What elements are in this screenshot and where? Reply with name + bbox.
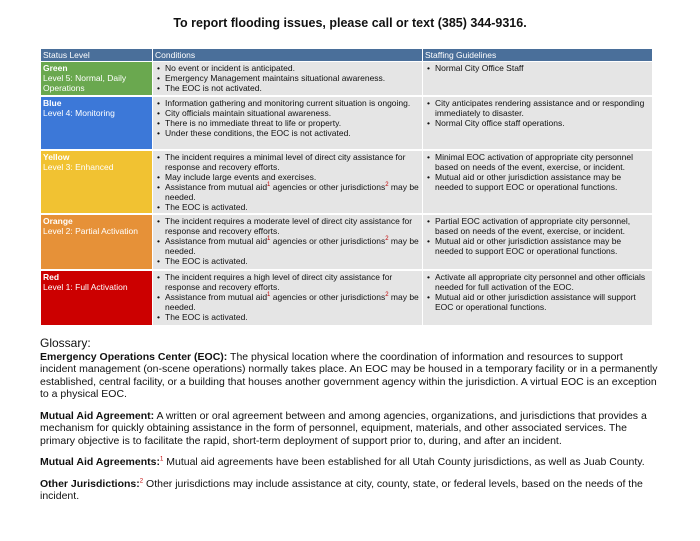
conditions-cell [153, 270, 423, 326]
condition-item: • May include large events and exercises. [165, 172, 420, 182]
staffing-list [425, 152, 650, 192]
glossary-definition: A written or oral agreement between and among agencies, organizations, and jurisdictions that provides a mechanism for quickly obtaining assistance in the form of personnel, equipment, materials, and other associated services. The primary objective is to facilitate the rapid, short-term deployment of support prior to, during, and after an incident. [40, 409, 647, 447]
status-row-red [41, 270, 653, 326]
status-row-blue [41, 96, 653, 150]
condition-item [165, 292, 420, 312]
condition-text: may be needed. [165, 235, 419, 256]
status-row-green [41, 62, 653, 96]
staffing-item: • Normal City Office Staff [435, 63, 650, 73]
status-color-name: Orange [43, 215, 73, 226]
condition-text: Assistance from mutual aid [165, 291, 268, 302]
status-level-cell [41, 270, 153, 326]
condition-text: Assistance from mutual aid [165, 235, 268, 246]
staffing-cell [423, 96, 653, 150]
glossary-section [40, 337, 660, 512]
status-color-name: Blue [43, 97, 62, 108]
staffing-list [425, 63, 650, 73]
header-staffing-guidelines: Staffing Guidelines [423, 49, 653, 62]
table-header-row [41, 49, 653, 62]
condition-text: agencies or other jurisdictions [270, 235, 386, 246]
footnote-1-marker: 1 [267, 291, 271, 298]
staffing-item: • Mutual aid or other jurisdiction assistance will support EOC or operational functions. [435, 292, 650, 312]
condition-item: • There is no immediate threat to life or property. [165, 118, 420, 128]
condition-text: agencies or other jurisdictions [270, 181, 386, 192]
condition-item: • Emergency Management maintains situational awareness. [165, 73, 420, 83]
condition-text: may be needed. [165, 181, 419, 202]
condition-item: • City officials maintain situational awareness. [165, 108, 420, 118]
footnote-1-marker: 1 [267, 181, 271, 188]
glossary-definition: Other jurisdictions may include assistance at city, county, state, or federal levels, based on the needs of the incident. [40, 477, 643, 502]
status-level-cell [41, 96, 153, 150]
glossary-items [40, 351, 660, 503]
footnote-marker: 1 [159, 456, 164, 463]
conditions-cell [153, 214, 423, 270]
condition-item: • Information gathering and monitoring current situation is ongoing. [165, 98, 420, 108]
staffing-cell [423, 62, 653, 96]
conditions-cell [153, 150, 423, 214]
staffing-item: • Mutual aid or other jurisdiction assistance may be needed to support EOC or operational functions. [435, 236, 650, 256]
glossary-definition: The physical location where the coordination of information and resources to support incident management (on-scene operations) normally takes place. An EOC may be housed in a temporary facility or in a permanently established, central facility, or a building that houses another government agency within the jurisdiction. A virtual EOC is an exception to a physical EOC. [40, 350, 658, 400]
condition-item: • The incident requires a moderate level of direct city assistance for response and recovery efforts. [165, 216, 420, 236]
status-level-text: Level 4: Monitoring [43, 107, 115, 118]
condition-item: • No event or incident is anticipated. [165, 63, 420, 73]
condition-item: • The incident requires a high level of direct city assistance for response and recovery efforts. [165, 272, 420, 292]
header-status-level: Status Level [41, 49, 153, 62]
glossary-item [40, 410, 660, 448]
staffing-item: • Mutual aid or other jurisdiction assistance may be needed to support EOC or operational functions. [435, 172, 650, 192]
status-level-text: Level 3: Enhanced [43, 161, 114, 172]
footnote-1-marker: 1 [267, 235, 271, 242]
condition-text: agencies or other jurisdictions [270, 291, 386, 302]
status-color-name: Yellow [43, 151, 70, 162]
status-color-name: Red [43, 271, 60, 282]
status-level-cell [41, 214, 153, 270]
conditions-list [155, 63, 420, 93]
staffing-list [425, 98, 650, 128]
staffing-cell [423, 150, 653, 214]
staffing-cell [423, 214, 653, 270]
glossary-term: Emergency Operations Center (EOC): [40, 350, 228, 363]
glossary-term: Mutual Aid Agreements: [40, 456, 160, 468]
condition-item: • The EOC is activated. [165, 202, 420, 212]
conditions-cell [153, 62, 423, 96]
condition-item [165, 236, 420, 256]
header-conditions: Conditions [153, 49, 423, 62]
staffing-item: • City anticipates rendering assistance and or responding immediately to disaster. [435, 98, 650, 118]
condition-text: may be needed. [165, 291, 419, 312]
flooding-report-headline: To report flooding issues, please call or text (385) 344-9316. [173, 16, 527, 30]
condition-item: • The incident requires a minimal level of direct city assistance for response and recovery efforts. [165, 152, 420, 172]
glossary-term: Other Jurisdictions: [40, 477, 140, 490]
staffing-item: • Minimal EOC activation of appropriate city personnel based on needs of the event, exercise, or incident. [435, 152, 650, 172]
status-level-cell [41, 62, 153, 96]
glossary-term: Mutual Aid Agreement: [40, 409, 155, 422]
condition-text: Assistance from mutual aid [165, 181, 268, 192]
status-row-orange [41, 214, 653, 270]
footnote-marker: 2 [139, 478, 144, 484]
staffing-item: • Activate all appropriate city personnel and other officials needed for full activation of the EOC. [435, 272, 650, 292]
status-level-text: Level 5: Normal, Daily Operations [43, 73, 127, 93]
glossary-definition: Mutual aid agreements have been established for all Utah County jurisdictions, as well as Juab County. [163, 456, 645, 468]
condition-item: • The EOC is not activated. [165, 83, 420, 93]
conditions-cell [153, 96, 423, 150]
staffing-list [425, 216, 650, 256]
conditions-list [155, 152, 420, 212]
condition-item: • Under these conditions, the EOC is not activated. [165, 128, 420, 138]
glossary-item [40, 478, 660, 503]
conditions-list [155, 216, 420, 266]
glossary-item [40, 351, 660, 401]
staffing-item: • Normal City office staff operations. [435, 118, 650, 128]
footnote-2-marker: 2 [385, 235, 389, 242]
eoc-status-table [40, 48, 653, 327]
status-level-cell [41, 150, 153, 214]
staffing-cell [423, 270, 653, 326]
glossary-title: Glossary: [40, 336, 91, 350]
status-level-text: Level 2: Partial Activation [43, 225, 138, 236]
glossary-item [40, 456, 660, 469]
status-row-yellow [41, 150, 653, 214]
status-level-text: Level 1: Full Activation [43, 281, 128, 292]
staffing-list [425, 272, 650, 312]
status-color-name: Green [43, 63, 68, 73]
staffing-item: • Partial EOC activation of appropriate city personnel, based on needs of the event, exercise, or incident. [435, 216, 650, 236]
conditions-list [155, 272, 420, 322]
condition-item: • The EOC is activated. [165, 312, 420, 322]
footnote-2-marker: 2 [385, 291, 389, 298]
condition-item: • The EOC is activated. [165, 256, 420, 266]
condition-item [165, 182, 420, 202]
conditions-list [155, 98, 420, 138]
status-table-body [41, 62, 653, 326]
footnote-2-marker: 2 [385, 181, 389, 188]
